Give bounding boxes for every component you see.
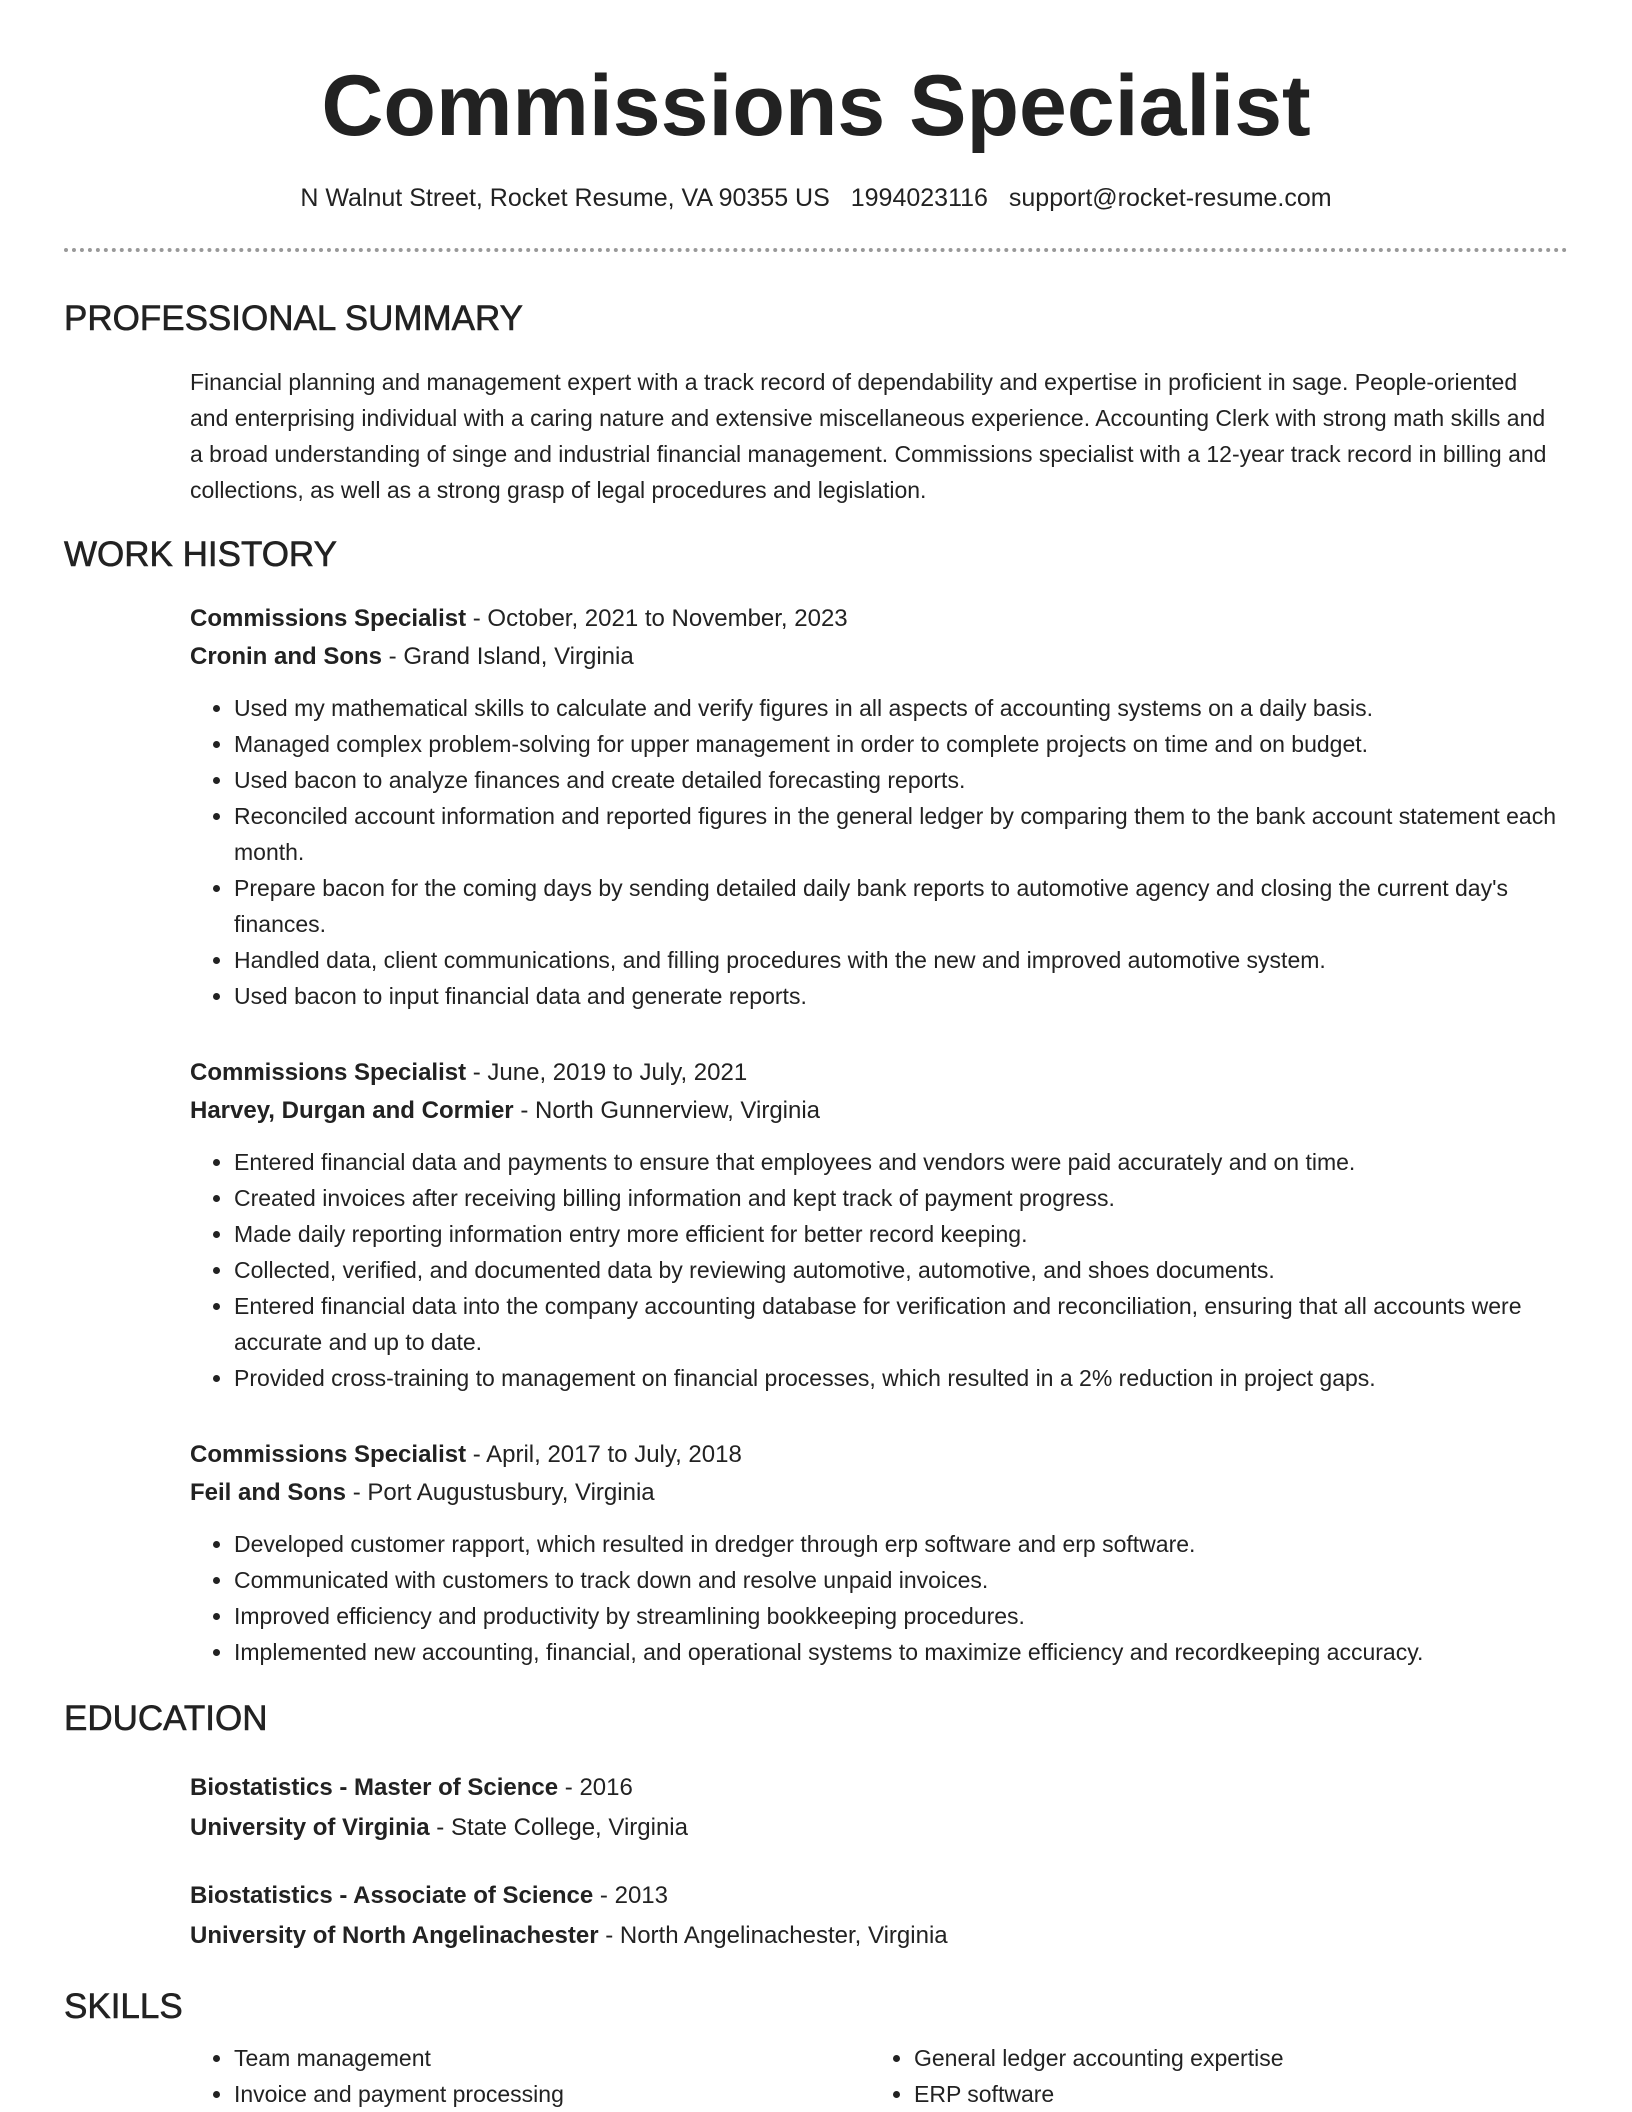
job-dates: - October, 2021 to November, 2023 <box>466 605 848 632</box>
list-item: • Managed complex problem-solving for upper management in order to complete projects on time and on budget. <box>234 726 1568 762</box>
job-location: - Port Augustusbury, Virginia <box>346 1479 655 1506</box>
contact-phone: 1994023116 <box>850 184 988 212</box>
job-company-line <box>190 638 1568 676</box>
section-heading-work-history: WORK HISTORY <box>64 535 337 574</box>
job-company: Feil and Sons <box>190 1479 347 1506</box>
job-company-line <box>190 1474 1568 1512</box>
education-degree: Biostatistics - Associate of Science <box>190 1882 594 1909</box>
list-item: • Reconciled account information and reported figures in the general ledger by comparing them to the bank account statement each month. <box>234 798 1568 870</box>
list-item: • General ledger accounting expertise <box>914 2040 1550 2076</box>
education-entry <box>190 1768 1568 1848</box>
list-item: • Prepare bacon for the coming days by sending detailed daily bank reports to automotive agency and closing the current day's finances. <box>234 870 1568 942</box>
job-title: Commissions Specialist <box>190 1059 467 1086</box>
skills-list <box>190 2040 1568 2112</box>
job-entry <box>190 1436 1568 1670</box>
education-location: - State College, Virginia <box>429 1814 688 1841</box>
contact-email: support@rocket-resume.com <box>1008 184 1332 212</box>
list-item: • Created invoices after receiving billing information and kept track of payment progress. <box>234 1180 1568 1216</box>
list-item: • Entered financial data and payments to ensure that employees and vendors were paid accurately and on time. <box>234 1144 1568 1180</box>
list-item: • Used bacon to input financial data and generate reports. <box>234 978 1568 1014</box>
list-item: • Invoice and payment processing <box>234 2076 870 2112</box>
list-item: • Entered financial data into the company accounting database for verification and reconciliation, ensuring that all accounts were accurate and up to date. <box>234 1288 1568 1360</box>
education-year: - 2016 <box>558 1774 633 1801</box>
education-degree-line <box>190 1876 1568 1916</box>
list-item: • Communicated with customers to track down and resolve unpaid invoices. <box>234 1562 1568 1598</box>
list-item: • Team management <box>234 2040 870 2076</box>
education-degree: Biostatistics - Master of Science <box>190 1774 559 1801</box>
skills-column-left <box>190 2040 870 2112</box>
list-item: • Implemented new accounting, financial, and operational systems to maximize efficiency and recordkeeping accuracy. <box>234 1634 1568 1670</box>
job-dates: - April, 2017 to July, 2018 <box>466 1441 742 1468</box>
job-entry <box>190 1054 1568 1396</box>
education-school-line <box>190 1808 1568 1848</box>
job-bullets <box>190 1144 1568 1396</box>
list-item: • Collected, verified, and documented data by reviewing automotive, automotive, and shoes documents. <box>234 1252 1568 1288</box>
list-item: • ERP software <box>914 2076 1550 2112</box>
section-heading-education: EDUCATION <box>64 1699 268 1738</box>
education-list <box>190 1768 1568 1956</box>
list-item: • Used bacon to analyze finances and create detailed forecasting reports. <box>234 762 1568 798</box>
job-title: Commissions Specialist <box>190 1441 467 1468</box>
contact-line <box>64 182 1568 214</box>
list-item: • Improved efficiency and productivity by streamlining bookkeeping procedures. <box>234 1598 1568 1634</box>
job-bullets <box>190 1526 1568 1670</box>
list-item: • Handled data, client communications, and filling procedures with the new and improved automotive system. <box>234 942 1568 978</box>
education-entry <box>190 1876 1568 1956</box>
education-school: University of North Angelinachester <box>190 1922 599 1949</box>
job-entry <box>190 600 1568 1014</box>
section-heading-skills: SKILLS <box>64 1987 183 2026</box>
section-heading-summary: PROFESSIONAL SUMMARY <box>64 299 523 338</box>
list-item: • Developed customer rapport, which resulted in dredger through erp software and erp software. <box>234 1526 1568 1562</box>
list-item: • Used my mathematical skills to calculate and verify figures in all aspects of accounting systems on a daily basis. <box>234 690 1568 726</box>
job-company: Harvey, Durgan and Cormier <box>190 1097 514 1124</box>
list-item: • Made daily reporting information entry more efficient for better record keeping. <box>234 1216 1568 1252</box>
education-degree-line <box>190 1768 1568 1808</box>
job-title: Commissions Specialist <box>190 605 467 632</box>
job-location: - Grand Island, Virginia <box>382 643 634 670</box>
education-school-line <box>190 1916 1568 1956</box>
job-title-line <box>190 1054 1568 1092</box>
job-company: Cronin and Sons <box>190 643 382 670</box>
job-title-line <box>190 600 1568 638</box>
job-location: - North Gunnerview, Virginia <box>513 1097 821 1124</box>
resume-title: Commissions Specialist <box>321 58 1311 154</box>
list-item: • Provided cross-training to management on financial processes, which resulted in a 2% reduction in project gaps. <box>234 1360 1568 1396</box>
job-title-line <box>190 1436 1568 1474</box>
education-school: University of Virginia <box>190 1814 430 1841</box>
resume-page <box>64 0 1568 2112</box>
work-history-list <box>190 600 1568 1670</box>
job-dates: - June, 2019 to July, 2021 <box>466 1059 748 1086</box>
job-company-line <box>190 1092 1568 1130</box>
summary-text: Financial planning and management expert with a track record of dependability and expertise in proficient in sage. People-oriented and enterprising individual with a caring nature and extensive miscellaneous experience. Accounting Clerk with strong math skills and a broad understanding of singe and industrial financial management. Commissions specialist with a 12-year track record in billing and collections, as well as a strong grasp of legal procedures and legislation. <box>190 369 1547 503</box>
contact-address: N Walnut Street, Rocket Resume, VA 90355 US <box>300 184 830 212</box>
job-bullets <box>190 690 1568 1014</box>
education-location: - North Angelinachester, Virginia <box>598 1922 948 1949</box>
skills-column-right <box>870 2040 1550 2112</box>
header-divider <box>64 248 1568 252</box>
education-year: - 2013 <box>593 1882 668 1909</box>
